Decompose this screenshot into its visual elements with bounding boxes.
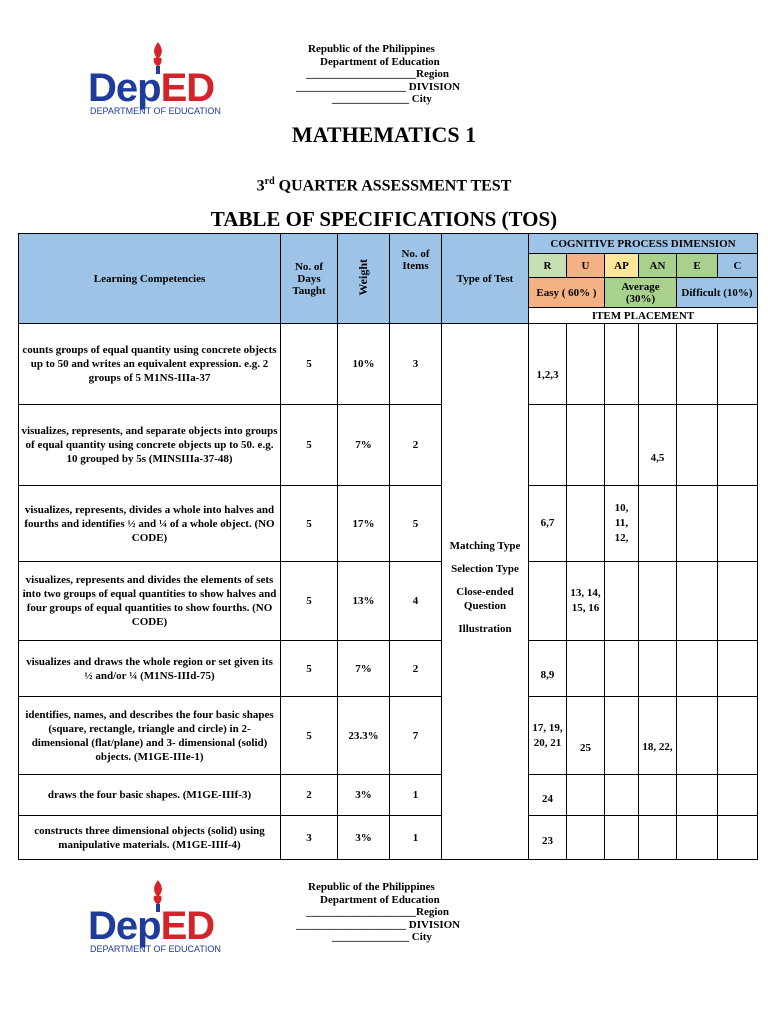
placement-e xyxy=(677,641,718,697)
header-days: No. of Days Taught xyxy=(281,234,338,324)
level-r: R xyxy=(529,254,567,278)
level-u: U xyxy=(567,254,605,278)
items-cell: 2 xyxy=(390,641,442,697)
competency-cell: constructs three dimensional objects (solid) using manipulative materials. (M1GE-IIIf-4) xyxy=(19,816,281,860)
placement-u xyxy=(567,324,605,405)
table-row xyxy=(19,405,758,486)
header-items: No. of Items xyxy=(390,234,442,324)
tos-table xyxy=(18,233,758,860)
top-header xyxy=(0,38,768,118)
placement-an xyxy=(639,641,677,697)
test-type: Illustration xyxy=(458,622,512,635)
placement-e xyxy=(677,562,718,641)
days-cell: 5 xyxy=(281,405,338,486)
difficulty-difficult: Difficult (10%) xyxy=(677,278,758,308)
placement-ap xyxy=(605,697,639,775)
header-item-placement: ITEM PLACEMENT xyxy=(529,308,758,324)
placement-ap xyxy=(605,324,639,405)
placement-c xyxy=(718,562,758,641)
bottom-header xyxy=(0,876,768,956)
placement-r: 1,2,3 xyxy=(529,324,567,405)
table-row xyxy=(19,816,758,860)
placement-an xyxy=(639,775,677,816)
placement-e xyxy=(677,486,718,562)
placement-an xyxy=(639,486,677,562)
placement-r: 8,9 xyxy=(529,641,567,697)
weight-cell: 10% xyxy=(338,324,390,405)
placement-u: 13, 14, 15, 16 xyxy=(567,562,605,641)
test-type: Matching Type xyxy=(449,539,521,552)
competency-cell: visualizes, represents, and separate objects into groups of equal quantity using concrete objects up to 50. e.g. 10 grouped by 5s (MINSIIIa-37-48) xyxy=(19,405,281,486)
government-header xyxy=(296,43,460,106)
days-cell: 5 xyxy=(281,641,338,697)
placement-ap xyxy=(605,775,639,816)
placement-u: 25 xyxy=(567,697,605,775)
placement-e xyxy=(677,405,718,486)
header-weight: Weight xyxy=(338,234,390,324)
placement-ap xyxy=(605,641,639,697)
header-cognitive: COGNITIVE PROCESS DIMENSION xyxy=(529,234,758,254)
table-row xyxy=(19,697,758,775)
placement-r: 17, 19, 20, 21 xyxy=(529,697,567,775)
placement-an: 4,5 xyxy=(639,405,677,486)
placement-c xyxy=(718,405,758,486)
region-line: ____________________Region xyxy=(306,906,449,918)
department-text: Department of Education xyxy=(320,55,440,68)
weight-cell: 7% xyxy=(338,641,390,697)
days-cell: 5 xyxy=(281,697,338,775)
logo-subtitle: DEPARTMENT OF EDUCATION xyxy=(90,106,221,116)
logo-subtitle: DEPARTMENT OF EDUCATION xyxy=(90,944,221,954)
division-line: ____________________ DIVISION xyxy=(296,918,461,931)
placement-r xyxy=(529,562,567,641)
days-cell: 2 xyxy=(281,775,338,816)
placement-an xyxy=(639,816,677,860)
placement-c xyxy=(718,486,758,562)
test-type-cell xyxy=(442,324,529,860)
placement-u xyxy=(567,486,605,562)
level-ap: AP xyxy=(605,254,639,278)
days-cell: 3 xyxy=(281,816,338,860)
weight-cell: 13% xyxy=(338,562,390,641)
weight-cell: 23.3% xyxy=(338,697,390,775)
subject-title: MATHEMATICS 1 xyxy=(291,122,477,147)
items-cell: 4 xyxy=(390,562,442,641)
table-row xyxy=(19,641,758,697)
placement-r: 24 xyxy=(529,775,567,816)
deped-logo xyxy=(88,44,238,116)
placement-c xyxy=(718,775,758,816)
placement-e xyxy=(677,324,718,405)
logo-wordmark: DepED xyxy=(88,66,215,110)
days-cell: 5 xyxy=(281,486,338,562)
placement-u xyxy=(567,816,605,860)
table-row xyxy=(19,324,758,405)
placement-e xyxy=(677,775,718,816)
placement-c xyxy=(718,697,758,775)
table-row xyxy=(19,562,758,641)
logo-wordmark: DepED xyxy=(88,904,215,948)
header-type: Type of Test xyxy=(442,234,529,324)
level-c: C xyxy=(718,254,758,278)
deped-logo xyxy=(88,882,238,954)
competency-cell: visualizes, represents, divides a whole into halves and fourths and identifies ½ and ¼ of a whole object. (NO CODE) xyxy=(19,486,281,562)
table-row xyxy=(19,486,758,562)
division-line: ____________________ DIVISION xyxy=(296,80,461,93)
difficulty-easy: Easy ( 60% ) xyxy=(529,278,605,308)
government-header xyxy=(296,881,460,944)
placement-c xyxy=(718,324,758,405)
placement-r xyxy=(529,405,567,486)
placement-ap xyxy=(605,816,639,860)
weight-cell: 3% xyxy=(338,816,390,860)
items-cell: 5 xyxy=(390,486,442,562)
weight-cell: 7% xyxy=(338,405,390,486)
days-cell: 5 xyxy=(281,562,338,641)
placement-r: 23 xyxy=(529,816,567,860)
items-cell: 7 xyxy=(390,697,442,775)
placement-an xyxy=(639,562,677,641)
test-type: Close-ended Question xyxy=(456,585,514,612)
competency-cell: visualizes, represents and divides the elements of sets into two groups of equal quantities to show halves and four groups of equal quantities to show fourths. (NO CODE) xyxy=(19,562,281,641)
placement-e xyxy=(677,697,718,775)
region-line: ____________________Region xyxy=(306,68,449,80)
items-cell: 1 xyxy=(390,816,442,860)
placement-ap xyxy=(605,562,639,641)
placement-an: 18, 22, xyxy=(639,697,677,775)
competency-cell: counts groups of equal quantity using concrete objects up to 50 and writes an equivalent expression. e.g. 2 groups of 5 M1NS-IIIa-37 xyxy=(19,324,281,405)
placement-u xyxy=(567,641,605,697)
placement-c xyxy=(718,641,758,697)
weight-cell: 17% xyxy=(338,486,390,562)
quarter-title: 3rd QUARTER ASSESSMENT TEST xyxy=(256,176,512,195)
placement-r: 6,7 xyxy=(529,486,567,562)
table-row xyxy=(19,775,758,816)
level-e: E xyxy=(677,254,718,278)
placement-ap xyxy=(605,405,639,486)
placement-u xyxy=(567,775,605,816)
difficulty-average: Average (30%) xyxy=(605,278,677,308)
competency-cell: draws the four basic shapes. (M1GE-IIIf-3) xyxy=(19,775,281,816)
city-line: ______________ City xyxy=(332,93,432,105)
items-cell: 1 xyxy=(390,775,442,816)
items-cell: 2 xyxy=(390,405,442,486)
city-line: ______________ City xyxy=(332,931,432,943)
tos-title: TABLE OF SPECIFICATIONS (TOS) xyxy=(210,207,558,231)
level-an: AN xyxy=(639,254,677,278)
placement-ap: 10, 11, 12, xyxy=(605,486,639,562)
republic-text: Republic of the Philippines xyxy=(308,881,435,893)
placement-u xyxy=(567,405,605,486)
competency-cell: visualizes and draws the whole region or set given its ½ and/or ¼ (M1NS-IIId-75) xyxy=(19,641,281,697)
weight-cell: 3% xyxy=(338,775,390,816)
republic-text: Republic of the Philippines xyxy=(308,43,435,55)
days-cell: 5 xyxy=(281,324,338,405)
placement-c xyxy=(718,816,758,860)
test-type: Selection Type xyxy=(451,562,519,575)
placement-e xyxy=(677,816,718,860)
placement-an xyxy=(639,324,677,405)
competency-cell: identifies, names, and describes the four basic shapes (square, rectangle, triangle and circle) in 2- dimensional (flat/plane) and 3- dimensional (solid) objects. (M1GE-IIIe-1) xyxy=(19,697,281,775)
department-text: Department of Education xyxy=(320,893,440,906)
items-cell: 3 xyxy=(390,324,442,405)
header-competencies: Learning Competencies xyxy=(19,234,281,324)
